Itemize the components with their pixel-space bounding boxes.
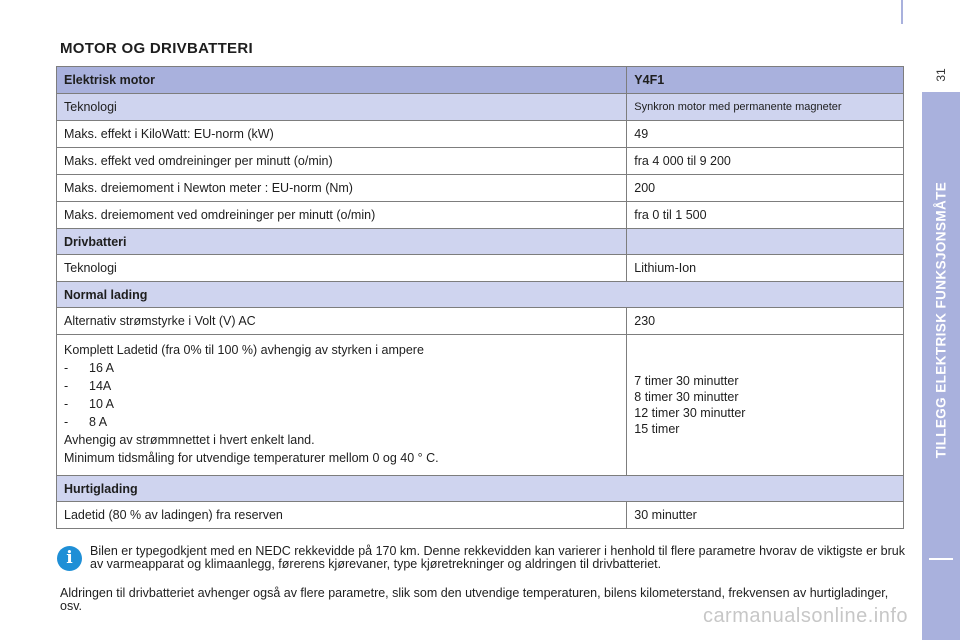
- normal-charging-section-row: [57, 282, 904, 308]
- charging-time-description: [57, 335, 627, 476]
- motor-technology-value: Synkron motor med permanente magneter: [627, 94, 904, 121]
- charging-time-values: [627, 335, 904, 476]
- table-header-row: [57, 67, 904, 94]
- list-dash: -: [64, 361, 69, 375]
- battery-section-row: [57, 229, 904, 255]
- battery-section-title: Drivbatteri: [57, 229, 627, 255]
- info-icon: i: [57, 546, 82, 571]
- battery-aging-note: Aldringen til drivbatteriet avhenger også av flere parametre, slik som den utvendige temperaturen, bilens kilometerstand, frekvensen av hurtigladinger, osv.: [60, 586, 889, 613]
- tab-divider-line: [929, 558, 953, 560]
- watermark: carmanualsonline.info: [702, 605, 908, 627]
- amp-value: 8 A: [89, 415, 108, 429]
- fast-charging-value: 30 minutter: [627, 502, 904, 529]
- side-chapter-title: TILLEGG ELEKTRISK FUNKSJONSMÅTE: [933, 181, 949, 459]
- amp-value: 16 A: [89, 361, 115, 375]
- list-dash: -: [64, 415, 69, 429]
- table-row: [57, 148, 904, 175]
- charging-intro: Komplett Ladetid (fra 0% til 100 %) avhengig av styrken i ampere: [64, 343, 424, 357]
- table-row: [57, 175, 904, 202]
- list-dash: -: [64, 379, 69, 393]
- amp-item: [64, 413, 619, 431]
- amp-value: 10 A: [89, 397, 115, 411]
- table-row: [57, 121, 904, 148]
- charging-time-row: [57, 335, 904, 476]
- battery-technology-label: Teknologi: [57, 255, 627, 282]
- amp-item: [64, 395, 619, 413]
- charging-time: 7 timer 30 minutter: [634, 374, 739, 388]
- row-label: Maks. effekt i KiloWatt: EU-norm (kW): [57, 121, 627, 148]
- row-label: Maks. dreiemoment i Newton meter : EU-norm (Nm): [57, 175, 627, 202]
- amp-item: [64, 377, 619, 395]
- charging-note-grid: Avhengig av strømmnettet i hvert enkelt land.: [64, 433, 315, 447]
- charging-time: 8 timer 30 minutter: [634, 390, 739, 404]
- fast-charging-section-title: Hurtiglading: [57, 476, 904, 502]
- table-row: [57, 308, 904, 335]
- table-row: [57, 502, 904, 529]
- row-value: fra 0 til 1 500: [627, 202, 904, 229]
- battery-section-empty: [627, 229, 904, 255]
- battery-technology-value: Lithium-Ion: [627, 255, 904, 282]
- row-value: 49: [627, 121, 904, 148]
- table-row: [57, 202, 904, 229]
- row-value: fra 4 000 til 9 200: [627, 148, 904, 175]
- top-divider-line: [901, 0, 903, 24]
- row-label: Maks. effekt ved omdreininger per minutt (o/min): [57, 148, 627, 175]
- header-value: Y4F1: [627, 67, 904, 94]
- side-chapter-tab: [922, 92, 960, 640]
- normal-charging-section-title: Normal lading: [57, 282, 904, 308]
- fast-charging-section-row: [57, 476, 904, 502]
- fast-charging-label: Ladetid (80 % av ladingen) fra reserven: [57, 502, 627, 529]
- page-number: 31: [934, 68, 948, 82]
- row-label: Maks. dreiemoment ved omdreininger per minutt (o/min): [57, 202, 627, 229]
- amp-value: 14A: [89, 379, 112, 393]
- motor-technology-label: Teknologi: [57, 94, 627, 121]
- voltage-value: 230: [627, 308, 904, 335]
- charging-time: 12 timer 30 minutter: [634, 406, 746, 420]
- page-title: MOTOR OG DRIVBATTERI: [60, 40, 253, 57]
- header-label: Elektrisk motor: [57, 67, 627, 94]
- row-value: 200: [627, 175, 904, 202]
- charging-note-temperature: Minimum tidsmåling for utvendige temperaturer mellom 0 og 40 ° C.: [64, 451, 439, 465]
- info-note: Bilen er typegodkjent med en NEDC rekkevidde på 170 km. Denne rekkevidden kan varierer i henhold til flere parametre hvorav de viktigste er bruk av varmeapparat og klimaanlegg, førerens kjørevaner, type kjøretrekninger og aldringen til drivbatteriet.: [90, 544, 906, 571]
- spec-table: [56, 66, 904, 529]
- voltage-label: Alternativ strømstyrke i Volt (V) AC: [57, 308, 627, 335]
- charging-time: 15 timer: [634, 422, 680, 436]
- amp-item: [64, 359, 619, 377]
- table-row: [57, 255, 904, 282]
- motor-technology-row: [57, 94, 904, 121]
- list-dash: -: [64, 397, 69, 411]
